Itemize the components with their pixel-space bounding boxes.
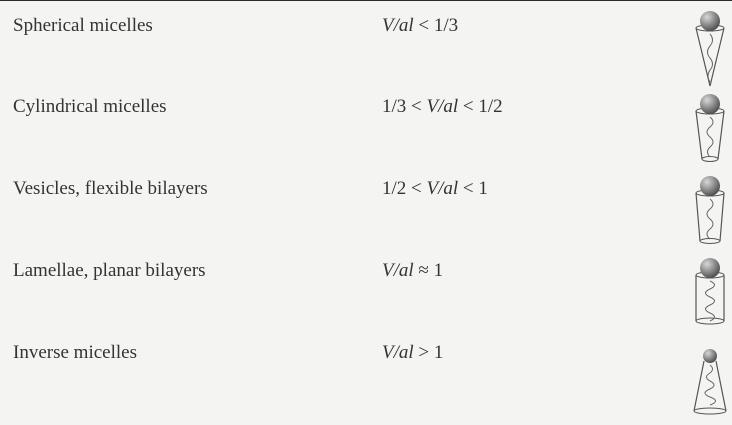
packing-ratio: V/al > 1 [382,342,444,363]
shape-label: Inverse micelles [13,342,137,363]
packing-ratio: V/al ≈ 1 [382,260,444,281]
table-row [0,177,732,237]
truncated-cone-lipid-icon [692,175,728,247]
table-row [0,259,732,319]
cylinder-lipid-icon [692,257,728,329]
shape-label: Cylindrical micelles [13,96,167,117]
shape-label: Spherical micelles [13,15,153,36]
table-row [0,14,732,74]
inverted-cone-lipid-icon [692,347,728,419]
packing-ratio: V/al < 1/3 [382,15,459,36]
table-row [0,341,732,401]
table-row [0,95,732,155]
cone-lipid-icon [692,8,728,94]
shape-label: Vesicles, flexible bilayers [13,178,208,199]
packing-ratio: 1/2 < V/al < 1 [382,178,488,199]
top-rule [0,0,732,1]
packing-ratio: 1/3 < V/al < 1/2 [382,96,503,117]
shape-label: Lamellae, planar bilayers [13,260,206,281]
truncated-cone-lipid-icon [692,93,728,165]
